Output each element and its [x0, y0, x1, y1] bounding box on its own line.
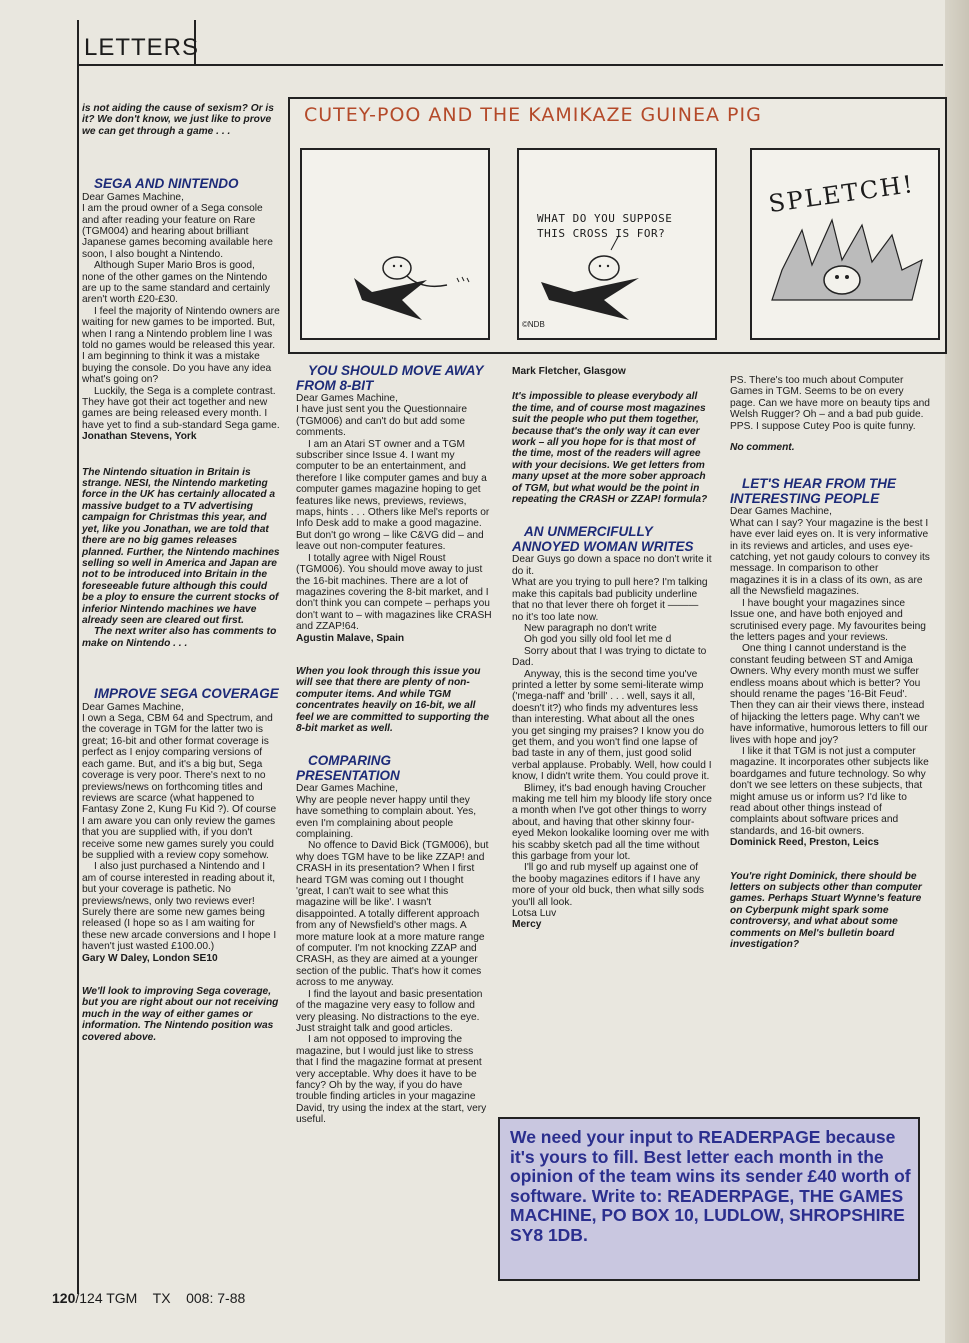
- letter-paragraph: I'll go and rub myself up against one of the booby magazines editors if I have any more of your old buck, then what silly sods you'll all look.: [512, 862, 704, 908]
- letter-paragraph: I feel the majority of Nintendo owners are waiting for new games to be imported. But, when I rang a Nintendo problem line I was told no games would be released this year. I am beginning to think it was a mistake buying the console. Do you have any idea what's going on?: [82, 305, 280, 386]
- postscript: PPS. I suppose Cutey Poo is quite funny.: [730, 420, 916, 432]
- letter-paragraph: What are you trying to pull here? I'm talking make this capitals bad publicity underline that no that lever there oh forget it ——— no it's too late now.: [512, 577, 708, 623]
- letter-heading: LET'S HEAR FROM THE INTERESTING PEOPLE: [730, 476, 896, 506]
- editor-reply: No comment.: [730, 442, 795, 454]
- letter-paragraph: I have bought your magazines since Issue one, and have both enjoyed and scrutinised every page. My favourites being the letters pages and your reviews.: [730, 597, 926, 643]
- page-number: 120: [52, 1290, 76, 1306]
- editor-reply: The next writer also has comments to make on Nintendo . . .: [82, 626, 277, 649]
- salutation: Dear Games Machine,: [296, 783, 398, 795]
- letter-signature: Agustin Malave, Spain: [296, 632, 405, 644]
- letter-signature: Dominick Reed, Preston, Leics: [730, 837, 879, 849]
- margin-rule: [77, 64, 79, 1294]
- editor-reply: The Nintendo situation in Britain is strange. NESI, the Nintendo marketing force in the UK has certainly allocated a massive budget to a TV advertising campaign for Christmas this year, and yet, like you Jonathan, we are told that there are no big games releases planned. Further, the Nintendo machines selling so well in America and Japan are not to be introduced into Britain in the foreseeable future although this could be a ploy to ensure the current stocks of inferior Nintendo machines we have already seen are cleared out first.: [82, 466, 280, 626]
- letter-paragraph: No offence to David Bick (TGM006), but why does TGM have to be like ZZAP! and CRASH in its presentation? When I first heard TGM was coming out I thought 'great, I can't wait to see what this magazine will be like'. I wasn't disappointed. A totally different approach from any of Newsfield's other mags. A more mature look at a more mature range of computer. I'm not knocking ZZAP and CRASH, as they are aimed at a younger section of the public. That's how it comes across to me anyway.: [296, 840, 489, 989]
- letter-heading: COMPARING PRESENTATION: [296, 753, 400, 783]
- guinea-pig-drawing: [302, 150, 488, 338]
- letter-paragraph: Dear Guys go down a space no don't write it do it.: [512, 554, 712, 577]
- splat-text: SPLETCH!: [766, 169, 917, 219]
- editor-reply: It's impossible to please everybody all the time, and of course most magazines suit the people who put them together, because that's the only way it can ever work – all you hope for is that most of the time, most of the readers will agree with your decisions. We get letters from many upset at the more sober approach of TGM, but what would be the point in repeating the CRASH or ZZAP! formula?: [512, 391, 708, 506]
- letter-paragraph: I find the layout and basic presentation of the magazine very easy to follow and very pleasing. No distractions to the eye. Just straight talk and good articles.: [296, 988, 483, 1034]
- editor-reply: is not aiding the cause of sexism? Or is it? We don't know, we just like to prove we can get through a game . . .: [82, 103, 274, 137]
- column-1: [82, 103, 280, 1043]
- page-footer: [52, 1290, 245, 1306]
- letter-closing: Lotsa Luv: [512, 908, 557, 920]
- letter-paragraph: New paragraph no don't write: [524, 622, 657, 634]
- readerpage-text: We need your input to READERPAGE because it's yours to fill. Best letter each month in the opinion of the team wins its sender £40 worth of software. Write to: READERPAGE, THE GAMES MACHINE, PO BOX 10, LUDLOW, SHROPSHIRE SY8 1DB.: [510, 1127, 911, 1245]
- comic-panel-2: [517, 148, 717, 340]
- letter-paragraph: I totally agree with Nigel Roust (TGM006). You should move away to just the 16-bit machines. There are a lot of magazines covering the 8-bit market, and I don't think you can compete – perhaps you don't want to – with magazines like CRASH and ZZAP!64.: [296, 552, 492, 633]
- salutation: Dear Games Machine,: [730, 506, 832, 518]
- letter-paragraph: Oh god you silly old fool let me d: [524, 634, 672, 646]
- letter-paragraph: I am the proud owner of a Sega console and after reading your feature on Rare (TGM004) and hearing about brilliant Japanese games becoming available here soon, I also bought a Nintendo.: [82, 203, 273, 260]
- guinea-pig-cross-drawing: [519, 150, 715, 338]
- letter-paragraph: I am not opposed to improving the magazine, but I would just like to stress that I find the magazine format at present very acceptable. Why does it have to be fancy? Oh by the way, if you do have trouble finding articles in your magazine David, try using the index at the start, very useful.: [296, 1034, 487, 1126]
- letter-heading: IMPROVE SEGA COVERAGE: [94, 686, 279, 702]
- letter-paragraph: What can I say? Your magazine is the best I have ever laid eyes on. It is very informative in its reviews and articles, and uses eye-catching, yet not gaudy colours to convey its message. In comparison to other magazines it is in a class of its own, as are all the Newsfield magazines.: [730, 517, 930, 598]
- letter-paragraph: Anyway, this is the second time you've printed a letter by some semi-literate wimp ('mega-naff' and 'brill' . . . well, says it all, doesn't it?) who finds my adventures less than interesting. What about all the ones you get singing my praises? I know you do get them, and you won't find one lapse of bad taste in any of them, just good solid verbal applause. Probably. Well, how could I know, I didn't write them. You could prove it.: [512, 668, 712, 783]
- letter-paragraph: I own a Sega, CBM 64 and Spectrum, and the coverage in TGM for the latter two is great; 16-bit and other format coverage is perfect as I enjoy comparing versions of each game. But, and it's a big but, Sega coverage is very poor. There's next to no previews/news on forthcoming titles and reviews are scarce (what happened to Fantasy Zone 2, Kung Fu Kid ?). Of course I am aware you can only review the games that you are supplied with, if you don't receive some new games surely you could be supplied with a review copy somehow.: [82, 713, 277, 861]
- editor-reply: When you look through this issue you will see that there are plenty of non-computer items. And while TGM concentrates heavily on 16-bit, we all feel we are committed to supporting the 8-bit market as well.: [296, 665, 490, 734]
- letter-heading: AN UNMERCIFULLY ANNOYED WOMAN WRITES: [512, 524, 694, 554]
- comic-credit: ©NDB: [522, 320, 545, 329]
- salutation: Dear Games Machine,: [82, 191, 184, 203]
- letter-paragraph: Luckily, the Sega is a complete contrast. They have got their act together and new games are being released every month. I have yet to find a sub-standard Sega game.: [82, 385, 280, 431]
- letter-paragraph: I also just purchased a Nintendo and I am of course interested in reading about it, but your coverage is pathetic. No previews/news, only two reviews ever! Surely there are some new games being released (I hope so as I am waiting for these new arcade conversions and I hope I haven't just wasted £100.00.): [82, 861, 277, 953]
- letter-signature: Jonathan Stevens, York: [82, 431, 197, 443]
- letter-paragraph: Blimey, it's bad enough having Croucher making me tell him my bloody life story once a month when I've got other things to worry about, and having that other skinny four-eyed Mekon lookalike looming over me with his scabby sketch pad all the time without this garbage from your lot.: [512, 782, 712, 863]
- section-title: LETTERS: [84, 34, 200, 61]
- letter-paragraph: One thing I cannot understand is the constant feuding between ST and Amiga Owners. Why every month must we suffer endless moans about which is better? You should rename the pages '16-Bit Feud'. Then they can air their views there, instead of hijacking the letters page. Why can't we have informative, humorous letters to fill our lives with hope and joy?: [730, 643, 928, 746]
- letter-signature: Mark Fletcher, Glasgow: [512, 366, 626, 377]
- comic-title: CUTEY-POO AND THE KAMIKAZE GUINEA PIG: [304, 104, 762, 126]
- speech-bubble-text: WHAT DO YOU SUPPOSE THIS CROSS IS FOR?: [537, 212, 673, 240]
- salutation: Dear Games Machine,: [296, 393, 398, 404]
- letter-paragraph: Although Super Mario Bros is good, none of the other games on the Nintendo are up to the same standard and certainly aren't worth £20-£30.: [82, 260, 271, 306]
- letter-paragraph: I like it that TGM is not just a computer magazine. It incorporates other subjects like boardgames and future technology. So why don't we see letters on these subjects, that might amuse us or inform us? I'd like to read about other things instead of complaints about software prices and standards, and 16-bit owners.: [730, 745, 929, 837]
- comic-panel-1: [300, 148, 490, 340]
- letter-heading: YOU SHOULD MOVE AWAY FROM 8-BIT: [296, 363, 484, 393]
- letter-heading: SEGA AND NINTENDO: [94, 176, 239, 192]
- editor-reply: We'll look to improving Sega coverage, but you are right about our not receiving much in the way of either games or information. The Nintendo position was covered above.: [82, 986, 279, 1043]
- column-2: [296, 364, 492, 1126]
- salutation: Dear Games Machine,: [82, 701, 184, 713]
- letter-paragraph: Sorry about that I was trying to dictate to Dad.: [512, 645, 707, 669]
- letter-signature: Gary W Daley, London SE10: [82, 952, 218, 964]
- column-3: [512, 366, 712, 931]
- page-edge: [945, 0, 969, 1343]
- letter-paragraph: I am an Atari ST owner and a TGM subscriber since Issue 4. I want my computer to be an entertainment, and therefore I like computer games and buy a computer games magazine hoping to get features like news, previews, reviews, maps, hints . . . Others like Mel's reports or Info Desk add to make a good magazine. But don't go wrong – like C&VG did – and leave out non-computer features.: [296, 438, 490, 553]
- editor-reply: You're right Dominick, there should be letters on subjects other than computer games. Perhaps Stuart Wynne's feature on Cyberpunk might spark some controversy, and what about some comments on Mel's bulletin board investigation?: [730, 870, 922, 951]
- postscript: PS. There's too much about Computer Games in TGM. Seems to be on every page. Can we have more on beauty tips and Welsh Rugger? Oh – and a bad pub guide.: [730, 375, 930, 421]
- letter-paragraph: I have just sent you the Questionnaire (TGM006) and can't do but add some comments.: [296, 404, 468, 439]
- letter-paragraph: Why are people never happy until they have something to complain about. Yes, even I'm complaining about people complaining.: [296, 794, 477, 840]
- footer-issue: /124 TGM TX 008: 7-88: [75, 1290, 246, 1306]
- column-4: [730, 375, 930, 950]
- header-rule: [77, 64, 943, 66]
- letter-signature: Mercy: [512, 919, 542, 931]
